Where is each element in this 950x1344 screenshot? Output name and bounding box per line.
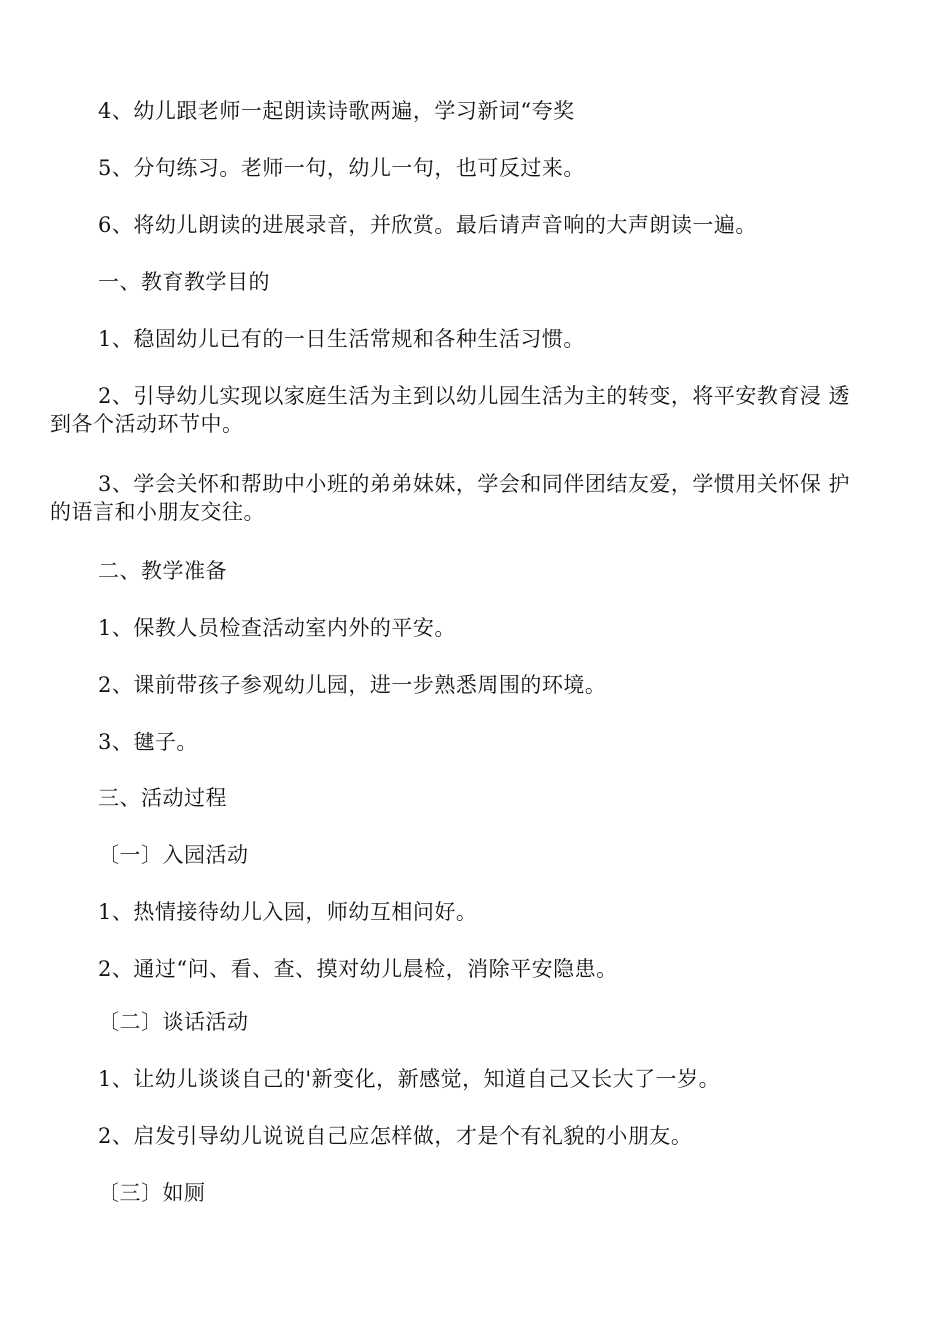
paragraph	[50, 470, 890, 526]
section-heading: 三、活动过程	[98, 786, 227, 810]
text-line: 4、幼儿跟老师一起朗读诗歌两遍，学习新词“夸奖	[98, 99, 575, 123]
paragraph	[50, 382, 890, 438]
text-line: 1、稳固幼儿已有的一日生活常规和各种生活习惯。	[98, 327, 585, 351]
section-heading: 一、教育教学目的	[98, 270, 270, 294]
text-line: 6、将幼儿朗读的进展录音，并欣赏。最后请声音响的大声朗读一遍。	[98, 213, 757, 237]
paragraph-first-line: 3、学会关怀和帮助中小班的弟弟妹妹，学会和同伴团结友爱，学惯用关怀保 护	[98, 472, 851, 496]
text-line: 1、让幼儿谈谈自己的'新变化，新感觉，知道自己又长大了一岁。	[98, 1067, 721, 1091]
text-line: 5、分句练习。老师一句，幼儿一句，也可反过来。	[98, 156, 585, 180]
subsection-heading: 〔一〕入园活动	[98, 843, 249, 867]
paragraph-continuation: 到各个活动环节中。	[50, 412, 244, 436]
text-line: 1、热情接待幼儿入园，师幼互相问好。	[98, 900, 478, 924]
subsection-heading: 〔三〕如厕	[98, 1181, 206, 1205]
section-heading: 二、教学准备	[98, 559, 227, 583]
text-line: 2、启发引导幼儿说说自己应怎样做，才是个有礼貌的小朋友。	[98, 1124, 693, 1148]
paragraph-continuation: 的语言和小朋友交往。	[50, 500, 265, 524]
paragraph-first-line: 2、引导幼儿实现以家庭生活为主到以幼儿园生活为主的转变，将平安教育浸 透	[98, 384, 851, 408]
text-line: 2、课前带孩子参观幼儿园，进一步熟悉周围的环境。	[98, 673, 607, 697]
text-line: 3、毽子。	[98, 730, 198, 754]
text-line: 2、通过“问、看、查、摸对幼儿晨检，消除平安隐患。	[98, 957, 618, 981]
subsection-heading: 〔二〕谈话活动	[98, 1010, 249, 1034]
text-line: 1、保教人员检查活动室内外的平安。	[98, 616, 456, 640]
